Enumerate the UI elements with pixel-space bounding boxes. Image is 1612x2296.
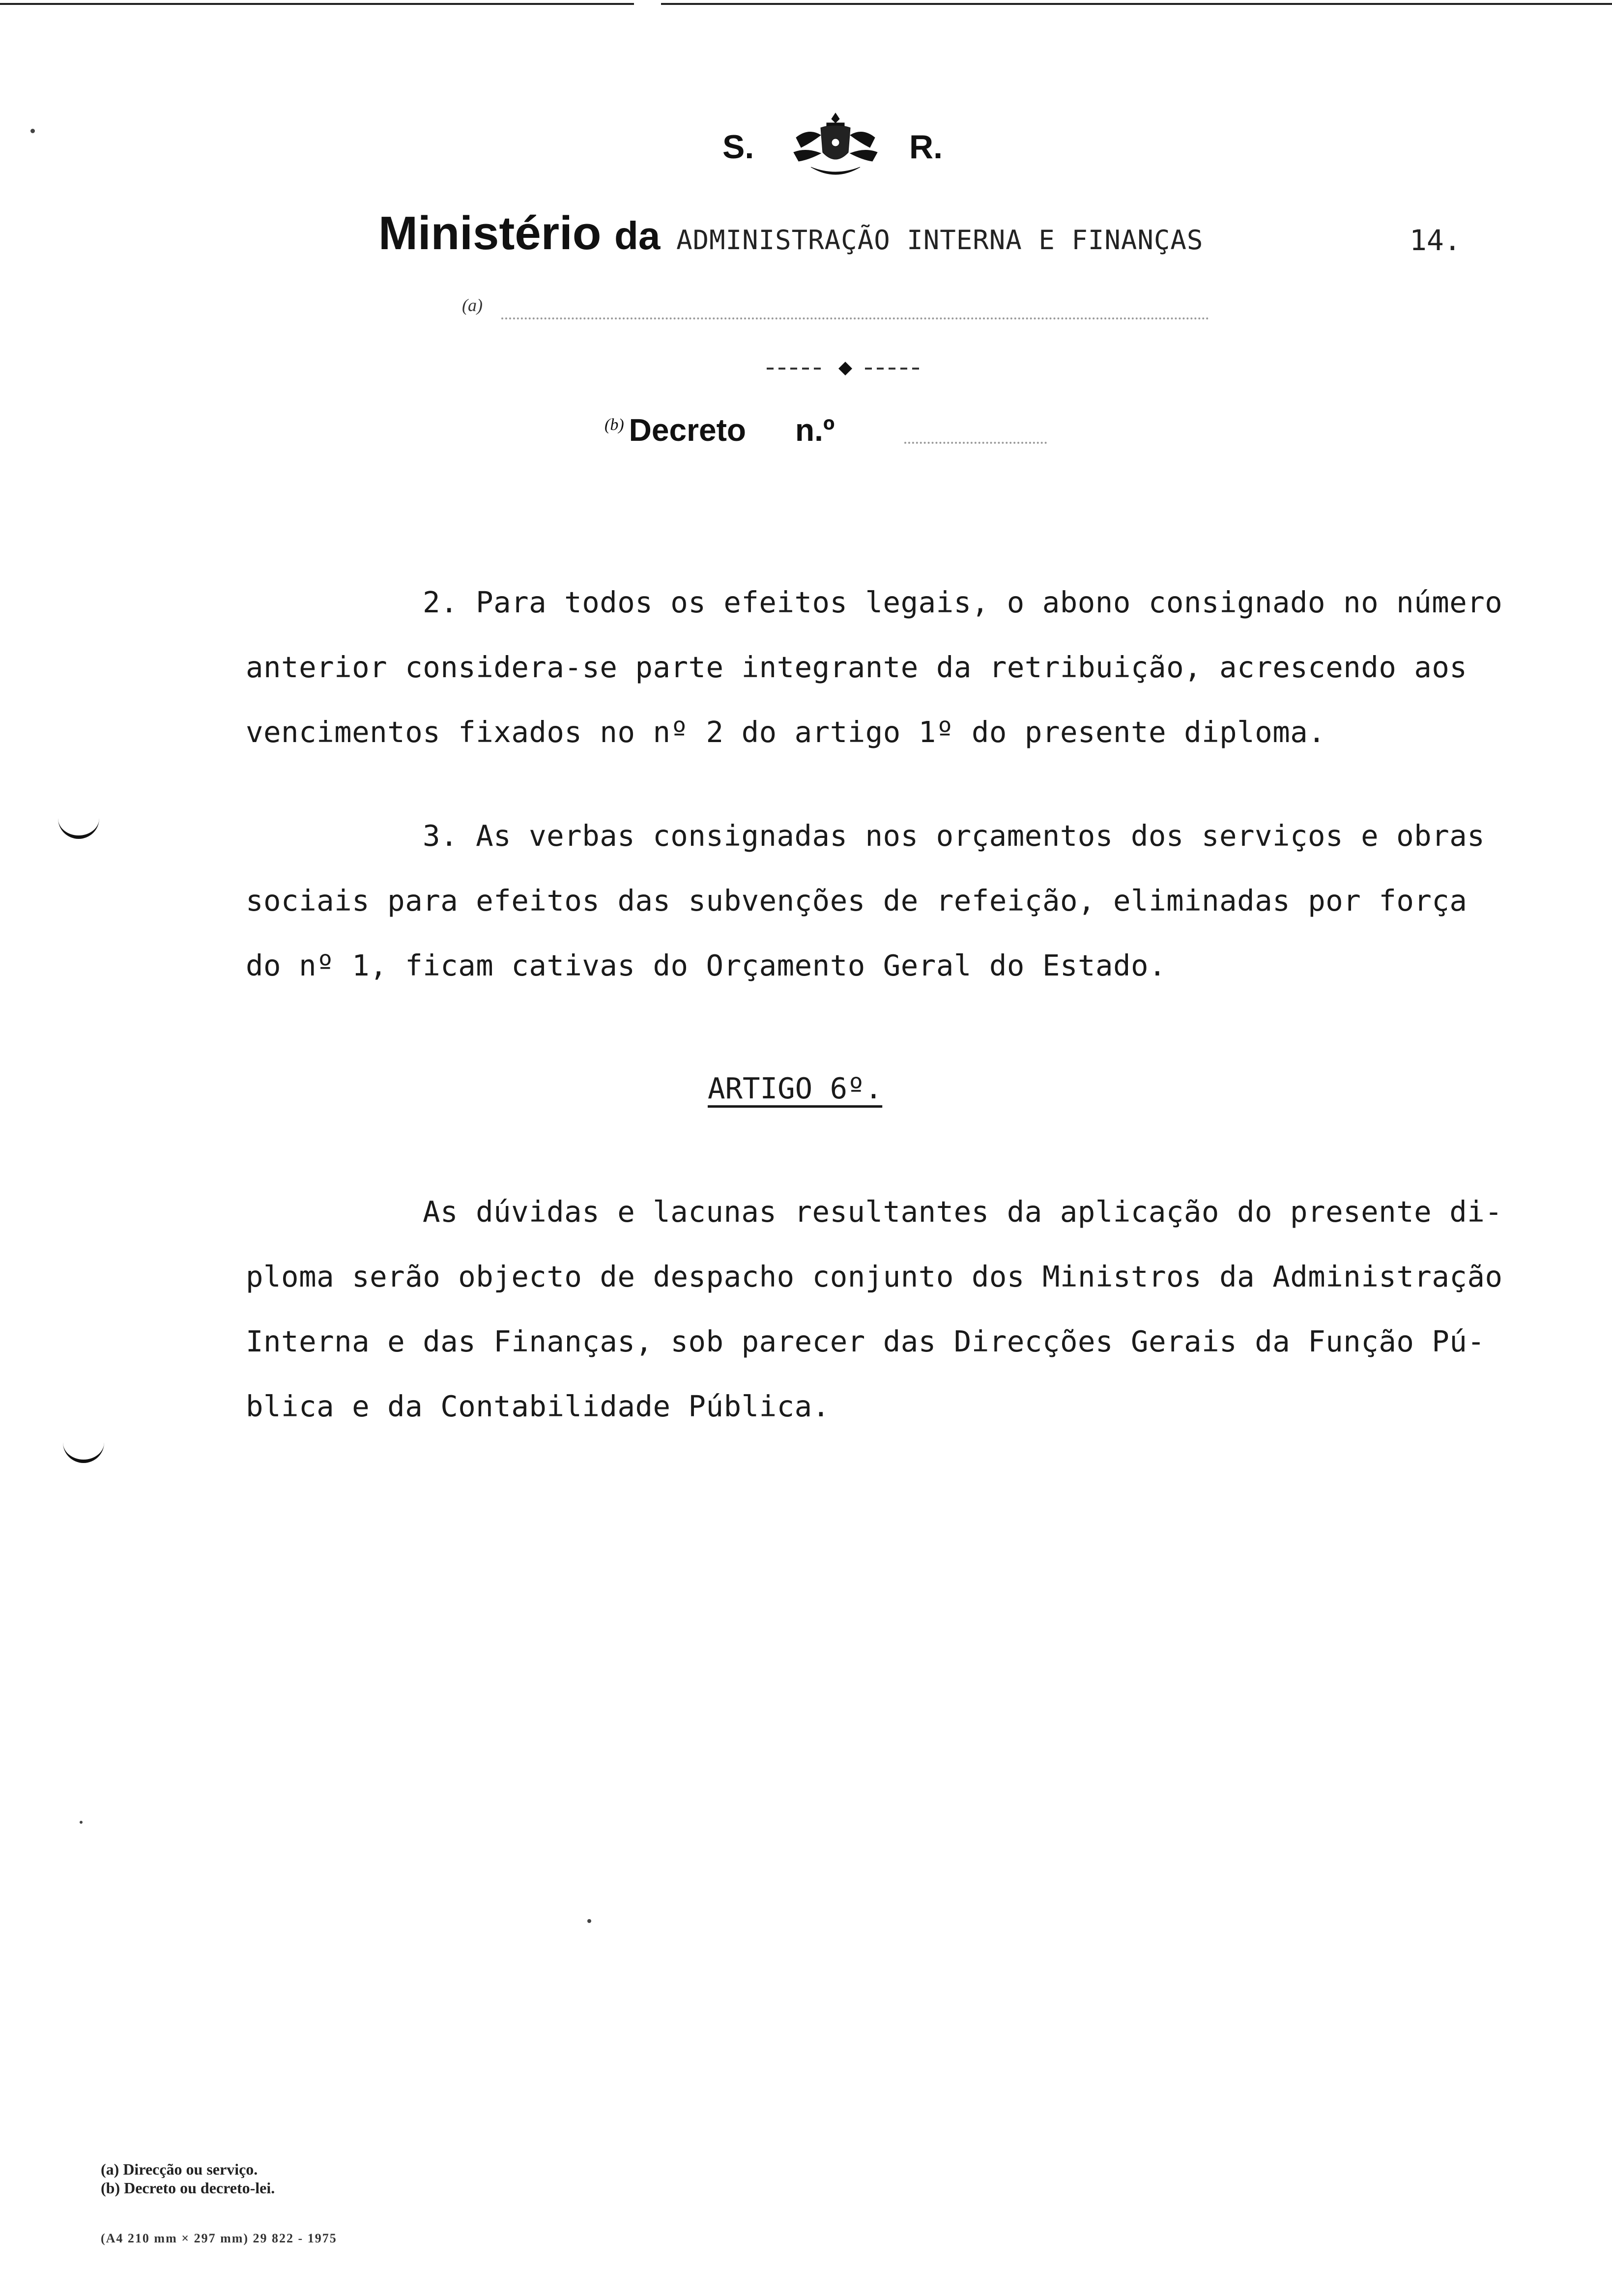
decreto-fill-line bbox=[904, 439, 1047, 444]
print-info: (A4 210 mm × 297 mm) 29 822 - 1975 bbox=[101, 2231, 337, 2245]
paragraph-line: Interna e das Finanças, sob parecer das Direcções Gerais da Função Pú- bbox=[246, 1324, 1485, 1358]
header-right-letter: R. bbox=[909, 128, 943, 166]
decreto-number-label: n.º bbox=[795, 412, 835, 448]
stray-dot bbox=[587, 1919, 591, 1923]
ornament-divider bbox=[767, 359, 924, 378]
header-left-letter: S. bbox=[722, 128, 754, 166]
paragraph-2 bbox=[246, 570, 1524, 765]
paragraph-line: do nº 1, ficam cativas do Orçamento Geral do Estado. bbox=[246, 948, 1167, 982]
footnote-b: (b) Decreto ou decreto-lei. bbox=[101, 2179, 275, 2197]
paragraph-line: As dúvidas e lacunas resultantes da aplicação do presente di- bbox=[423, 1195, 1503, 1229]
top-rule-left bbox=[0, 3, 634, 5]
paragraph-3 bbox=[246, 804, 1524, 998]
direcao-marker: (a) bbox=[462, 295, 483, 315]
article-paragraph bbox=[246, 1179, 1524, 1439]
decreto-marker: (b) bbox=[604, 415, 624, 434]
ministry-da: da bbox=[614, 214, 661, 258]
paragraph-line: blica e da Contabilidade Pública. bbox=[246, 1389, 830, 1423]
article-heading: ARTIGO 6º. bbox=[708, 1071, 883, 1105]
coat-of-arms-icon bbox=[786, 108, 885, 182]
paragraph-line: sociais para efeitos das subvenções de refeição, eliminadas por força bbox=[246, 884, 1468, 918]
letterhead bbox=[722, 108, 973, 182]
paragraph-line: 3. As verbas consignadas nos orçamentos dos serviços e obras bbox=[423, 819, 1485, 853]
ministry-word: Ministério bbox=[378, 207, 602, 259]
page-number: 14. bbox=[1410, 224, 1461, 257]
decreto-line bbox=[604, 412, 835, 448]
binding-mark-bottom bbox=[63, 1440, 104, 1463]
ministry-title bbox=[378, 206, 1203, 260]
punch-mark bbox=[30, 129, 35, 133]
stray-dot bbox=[80, 1821, 83, 1824]
paragraph-line: vencimentos fixados no nº 2 do artigo 1º do presente diploma. bbox=[246, 715, 1326, 749]
binding-mark-top bbox=[58, 816, 99, 839]
direcao-fill-line bbox=[501, 315, 1209, 319]
footnotes bbox=[101, 2160, 275, 2197]
paragraph-line: 2. Para todos os efeitos legais, o abono consignado no número bbox=[423, 585, 1503, 619]
ministry-department: ADMINISTRAÇÃO INTERNA E FINANÇAS bbox=[676, 225, 1204, 256]
decreto-label: Decreto bbox=[629, 412, 746, 448]
paragraph-line: anterior considera-se parte integrante da retribuição, acrescendo aos bbox=[246, 650, 1468, 684]
top-rule-right bbox=[661, 3, 1612, 5]
footnote-a: (a) Direcção ou serviço. bbox=[101, 2160, 258, 2178]
paragraph-line: ploma serão objecto de despacho conjunto dos Ministros da Administração bbox=[246, 1260, 1503, 1293]
